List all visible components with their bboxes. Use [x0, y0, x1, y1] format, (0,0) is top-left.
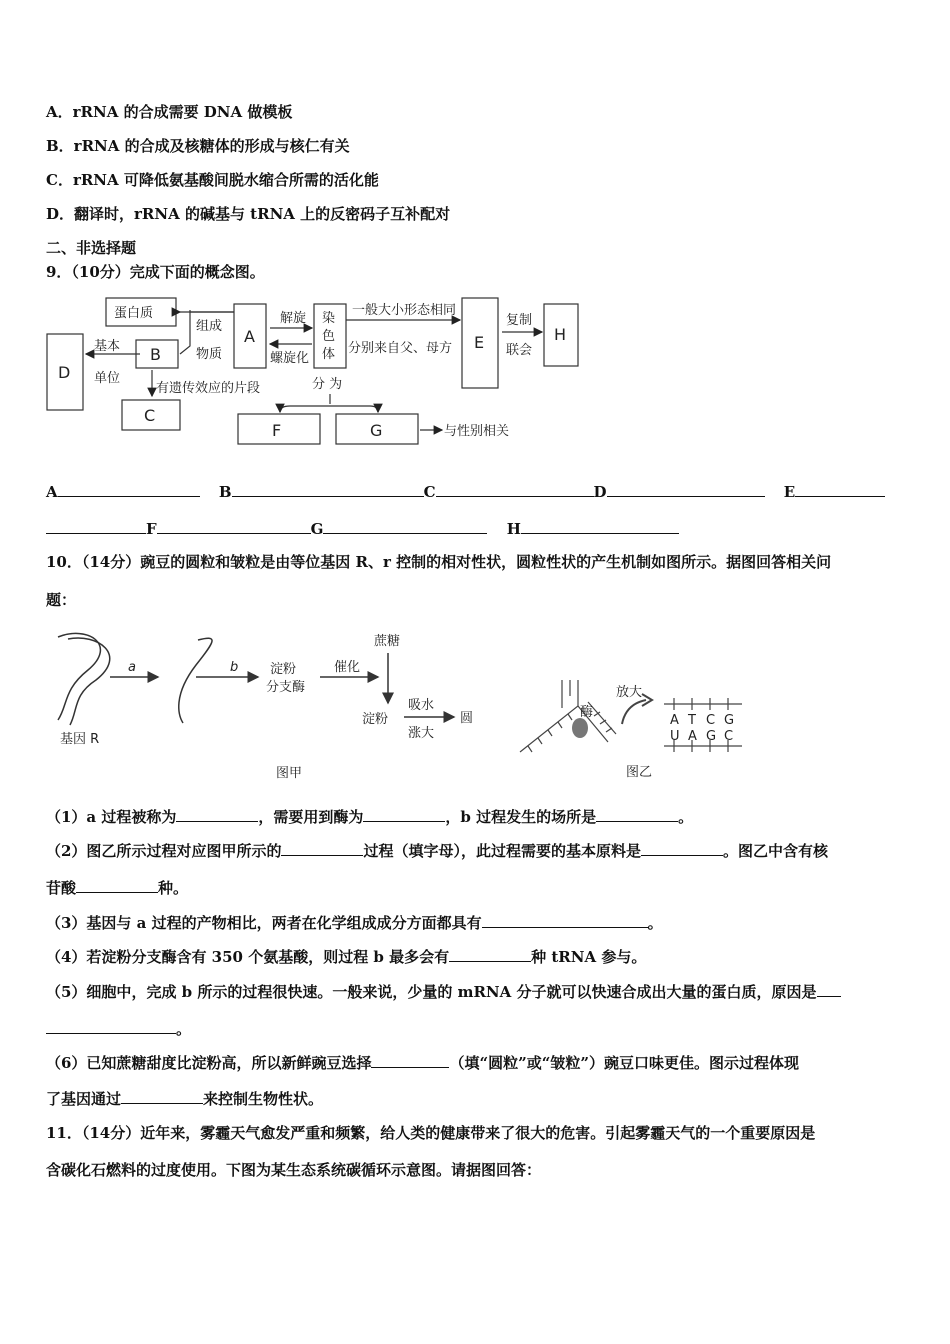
q10-stem-2: 题： [46, 591, 77, 609]
option-d: D．翻译时，rRNA 的碱基与 tRNA 上的反密码子互补配对 [46, 205, 451, 223]
label-unwind: 解旋 [280, 311, 307, 326]
base-top-2: T [688, 713, 696, 728]
mrna-strand [179, 638, 212, 723]
label-compose-2: 物质 [196, 347, 223, 362]
q10-stem-1: 10．（14分）豌豆的圆粒和皱粒是由等位基因 R、r 控制的相对性状，圆粒性状的产生机制如图所示。据图回答相关问 [46, 553, 832, 571]
label-enzyme-1: 淀粉 [270, 662, 297, 677]
q10-sub2-line1: （2）图乙所示过程对应图甲所示的 过程（填字母），此过程需要的基本原料是 。图乙中含有核 [46, 842, 828, 860]
label-protein: 蛋白质 [114, 306, 154, 321]
label-round: 圆 [460, 711, 474, 726]
label-homolog-2: 分别来自父、母方 [348, 341, 453, 356]
label-chrom-3: 体 [322, 347, 336, 362]
base-top-4: G [724, 713, 735, 728]
blank-q10-6b[interactable] [121, 1088, 203, 1104]
figure-jia [48, 625, 488, 785]
blank-q10-3[interactable] [482, 912, 648, 928]
label-starch: 淀粉 [362, 712, 389, 727]
label-enzyme-2: 分支酶 [266, 680, 306, 695]
q10-sub6-line2: 了基因通过 来控制生物性状。 [46, 1090, 324, 1108]
base-bottom-4: C [724, 729, 734, 744]
q9-answers-row2: F G H [46, 518, 679, 539]
base-bottom-2: A [688, 729, 697, 744]
q10-sub3: （3）基因与 a 过程的产物相比，两者在化学组成成分方面都具有 。 [46, 914, 663, 932]
label-basic-1: 基本 [94, 339, 121, 354]
blank-h[interactable] [521, 518, 679, 534]
label-enzyme: 酶 [580, 705, 594, 720]
label-a: A [244, 327, 255, 346]
figure-yi [516, 676, 756, 786]
caption-yi: 图乙 [626, 765, 653, 780]
label-zoom: 放大 [616, 685, 643, 700]
q11-line1: 11．（14分）近年来，雾霾天气愈发严重和频繁，给人类的健康带来了很大的危害。引起雾霾天气的一个重要原因是 [46, 1124, 816, 1142]
label-c: C [144, 406, 156, 425]
blank-q10-1a[interactable] [176, 806, 258, 822]
label-homolog-1: 一般大小形态相同 [352, 303, 457, 318]
blank-q10-1b[interactable] [363, 806, 445, 822]
blank-q10-2c[interactable] [76, 877, 158, 893]
label-compose-1: 组成 [196, 319, 223, 334]
q10-sub5-line2: 。 [46, 1018, 191, 1039]
label-g: G [370, 421, 383, 440]
blank-e-cont[interactable] [46, 518, 146, 534]
label-sex: 与性别相关 [444, 424, 510, 439]
q10-sub1: （1）a 过程被称为 ，需要用到酶为 ，b 过程发生的场所是 。 [46, 808, 694, 826]
q10-sub4: （4）若淀粉分支酶含有 350 个氨基酸，则过程 b 最多会有 种 tRNA 参与。 [46, 948, 647, 966]
blank-a[interactable] [58, 481, 200, 497]
base-top-3: C [706, 713, 716, 728]
base-bottom-3: G [706, 729, 717, 744]
label-spiral: 螺旋化 [270, 351, 310, 366]
q10-sub2-line2: 苷酸 种。 [46, 879, 189, 897]
option-c: C．rRNA 可降低氨基酸间脱水缩合所需的活化能 [46, 171, 379, 189]
blank-q10-4[interactable] [449, 946, 531, 962]
label-chrom-1: 染 [322, 311, 336, 326]
label-replicate: 复制 [506, 313, 533, 328]
label-absorb: 吸水 [408, 698, 435, 713]
q11-line2: 含碳化石燃料的过度使用。下图为某生态系统碳循环示意图。请据图回答： [46, 1161, 542, 1179]
label-d: D [58, 363, 71, 382]
label-h: H [554, 325, 567, 344]
label-gene-r: 基因 R [60, 732, 100, 747]
blank-q10-1c[interactable] [596, 806, 678, 822]
dna-strand-2 [68, 638, 110, 725]
concept-map [40, 292, 600, 454]
blank-q10-6a[interactable] [371, 1052, 449, 1068]
blank-q10-2b[interactable] [641, 840, 723, 856]
blank-g[interactable] [323, 518, 487, 534]
q10-sub6-line1: （6）已知蔗糖甜度比淀粉高，所以新鲜豌豆选择 （填“圆粒”或“皱粒”）豌豆口味更佳。图示过程体现 [46, 1054, 799, 1072]
caption-jia: 图甲 [276, 766, 303, 781]
section-title: 二、非选择题 [46, 239, 137, 257]
label-chrom-2: 色 [322, 329, 336, 344]
label-a-process: a [128, 660, 136, 675]
option-a: A．rRNA 的合成需要 DNA 做模板 [46, 103, 293, 121]
label-b: B [150, 345, 161, 364]
base-bottom-1: U [670, 729, 680, 744]
label-basic-2: 单位 [94, 371, 121, 386]
blank-q10-5a[interactable] [817, 981, 841, 997]
label-catalyze: 催化 [334, 660, 361, 675]
blank-d[interactable] [607, 481, 765, 497]
label-synapsis: 联会 [506, 343, 533, 358]
label-divided: 分 为 [312, 377, 343, 392]
label-e: E [474, 333, 485, 352]
label-fragment: 有遗传效应的片段 [156, 381, 261, 396]
dna-strand-1 [58, 633, 100, 720]
blank-b[interactable] [232, 481, 424, 497]
label-b-process: b [230, 660, 239, 675]
option-b: B．rRNA 的合成及核糖体的形成与核仁有关 [46, 137, 350, 155]
q9-stem: 9．（10分）完成下面的概念图。 [46, 263, 265, 281]
blank-q10-2a[interactable] [281, 840, 363, 856]
base-top-1: A [670, 713, 679, 728]
blank-q10-5b[interactable] [46, 1018, 176, 1034]
q10-sub5-line1: （5）细胞中，完成 b 所示的过程很快速。一般来说，少量的 mRNA 分子就可以快速合成出大量的蛋白质，原因是 [46, 981, 841, 1002]
enzyme-blob [572, 718, 588, 738]
label-f: F [272, 421, 282, 440]
blank-e[interactable] [795, 481, 885, 497]
blank-c[interactable] [436, 481, 594, 497]
blank-f[interactable] [157, 518, 311, 534]
label-swell: 涨大 [408, 726, 435, 741]
label-sucrose: 蔗糖 [374, 634, 401, 649]
q9-answers-row1: A B C D E [46, 481, 885, 502]
